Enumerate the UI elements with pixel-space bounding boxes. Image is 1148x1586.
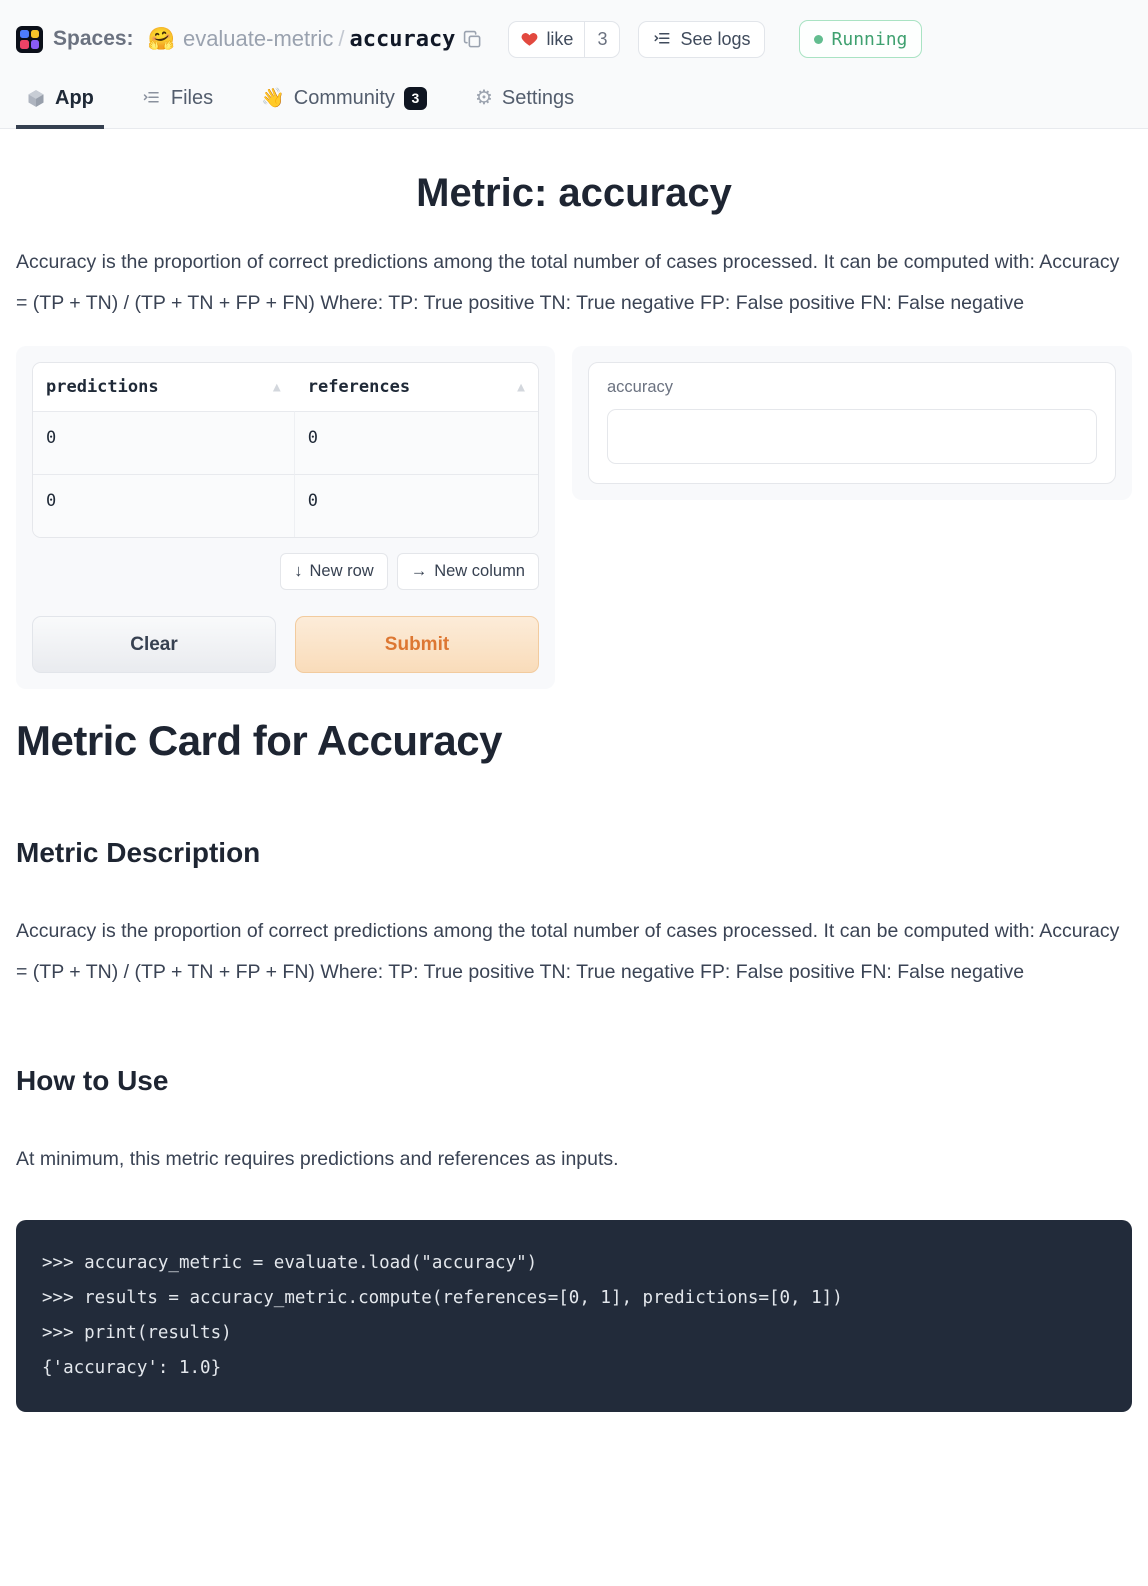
table-row <box>33 411 538 474</box>
cell-r0-predictions[interactable]: 0 <box>33 411 294 474</box>
tab-settings-label: Settings <box>501 86 575 109</box>
metric-intro-description: Accuracy is the proportion of correct predictions among the total number of cases processed. It can be computed with: Accuracy = (TP + TN) / (TP + TN + FP + FN) Where: TP: True positive TN: True negative FP: False positive FN: False negative <box>16 251 1120 314</box>
status-badge-running[interactable] <box>799 20 923 58</box>
column-header-references-label: references <box>307 377 411 397</box>
file-tree-icon <box>142 89 162 107</box>
accuracy-output-card <box>588 362 1116 484</box>
gradio-interface <box>16 346 1132 689</box>
clear-button[interactable]: Clear <box>32 616 276 673</box>
copy-space-name-button[interactable] <box>463 30 482 49</box>
top-band <box>0 0 1148 129</box>
new-column-button[interactable] <box>397 553 539 590</box>
waving-hand-icon: 👋 <box>261 88 285 109</box>
org-name-link[interactable]: evaluate-metric <box>182 26 334 51</box>
logs-icon <box>652 30 672 48</box>
running-dot-icon <box>814 35 823 44</box>
form-actions <box>32 616 539 673</box>
space-tab-bar <box>0 72 1148 129</box>
cell-r1-references[interactable]: 0 <box>294 474 538 537</box>
arrow-right-icon: → <box>410 562 428 580</box>
metric-description-heading: Metric Description <box>16 837 261 868</box>
community-count-badge: 3 <box>404 87 427 110</box>
space-header <box>0 0 1148 72</box>
sort-icon[interactable]: ▲ <box>272 379 281 395</box>
dataframe-input <box>32 362 539 538</box>
new-row-label: New row <box>309 562 374 580</box>
copy-icon <box>463 30 482 49</box>
breadcrumb-separator: / <box>338 26 345 51</box>
tab-files[interactable] <box>132 72 223 128</box>
tab-community[interactable] <box>251 72 437 128</box>
spaces-label: Spaces: <box>53 27 134 50</box>
tab-community-label: Community <box>293 86 395 109</box>
org-avatar[interactable]: 🤗 <box>147 26 175 51</box>
new-row-button[interactable] <box>280 553 387 590</box>
input-panel <box>16 346 555 689</box>
gear-icon: ⚙ <box>474 87 493 109</box>
submit-button[interactable]: Submit <box>295 616 539 673</box>
tab-settings[interactable] <box>465 72 584 128</box>
code-line: {'accuracy': 1.0} <box>42 1358 222 1378</box>
huggingface-spaces-logo-icon[interactable] <box>16 26 43 53</box>
new-column-label: New column <box>434 562 525 580</box>
column-header-references[interactable] <box>294 363 538 411</box>
column-header-predictions-label: predictions <box>46 377 159 397</box>
how-to-use-paragraph: At minimum, this metric requires predictions and references as inputs. <box>16 1148 619 1170</box>
code-line: >>> print(results) <box>42 1323 232 1343</box>
cube-icon <box>26 88 46 109</box>
code-line: >>> accuracy_metric = evaluate.load("accuracy") <box>42 1253 538 1273</box>
dataframe-controls <box>32 553 539 590</box>
accuracy-output-value[interactable] <box>607 409 1097 464</box>
tab-app-label: App <box>55 86 94 109</box>
tab-files-label: Files <box>170 86 214 109</box>
table-row <box>33 474 538 537</box>
cell-r0-references[interactable]: 0 <box>294 411 538 474</box>
metric-title: Metric: accuracy <box>416 171 732 215</box>
see-logs-button[interactable] <box>638 21 764 58</box>
metric-card-heading: Metric Card for Accuracy <box>16 717 502 764</box>
heart-icon <box>520 30 539 48</box>
output-panel <box>572 346 1132 500</box>
metric-description-paragraph: Accuracy is the proportion of correct predictions among the total number of cases processed. It can be computed with: Accuracy = (TP + TN) / (TP + TN + FP + FN) Where: TP: True positive TN: True negative FP: False positive FN: False negative <box>16 920 1120 983</box>
how-to-use-heading: How to Use <box>16 1065 169 1096</box>
like-button[interactable] <box>508 21 620 58</box>
running-label: Running <box>831 28 908 50</box>
code-example-block[interactable] <box>16 1220 1132 1412</box>
app-content <box>0 171 1148 1412</box>
sort-icon[interactable]: ▲ <box>517 379 525 395</box>
see-logs-label: See logs <box>680 28 751 49</box>
arrow-down-icon: ↓ <box>294 562 303 580</box>
tab-app[interactable] <box>16 72 104 128</box>
like-label: like <box>546 28 574 49</box>
like-count[interactable]: 3 <box>584 22 619 57</box>
column-header-predictions[interactable] <box>33 363 294 411</box>
accuracy-output-label: accuracy <box>607 378 674 396</box>
space-name-link[interactable]: accuracy <box>349 26 456 52</box>
cell-r1-predictions[interactable]: 0 <box>33 474 294 537</box>
code-line: >>> results = accuracy_metric.compute(references=[0, 1], predictions=[0, 1]) <box>42 1288 843 1308</box>
